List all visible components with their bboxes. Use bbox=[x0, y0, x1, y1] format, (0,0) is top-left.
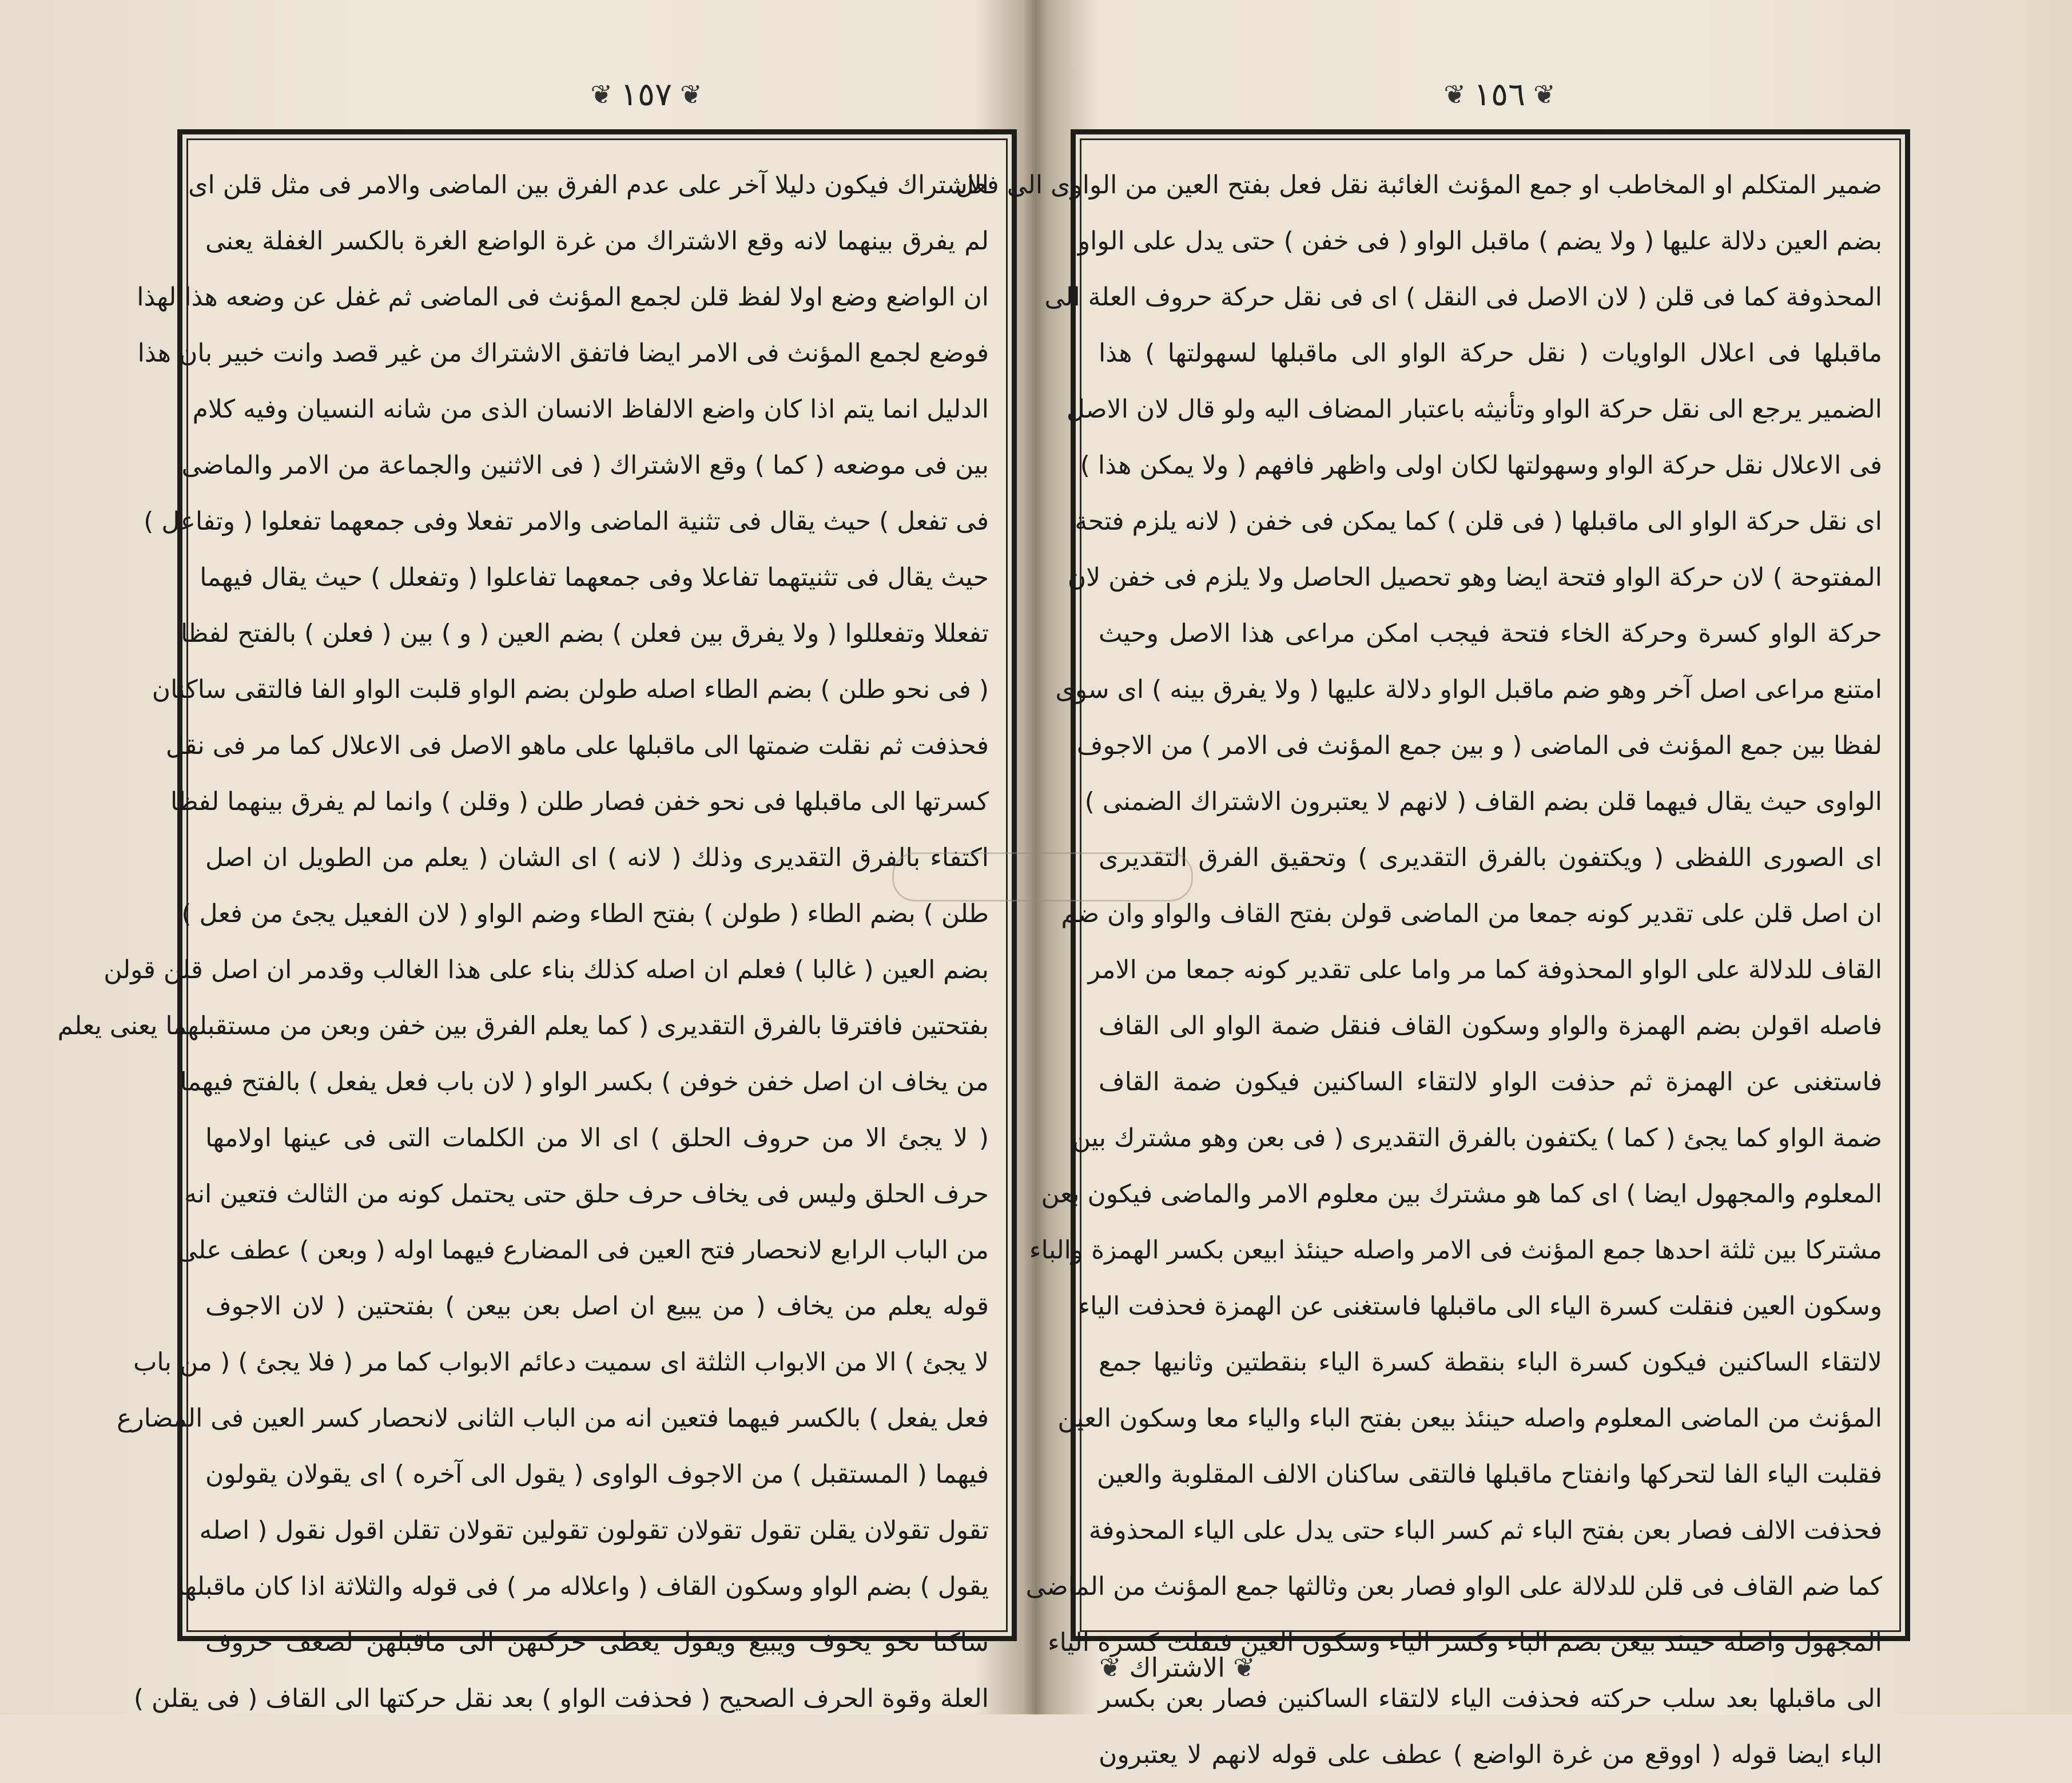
text-line: ان اصل قلن على تقدير كونه جمعا من الماضى قولن بفتح القاف والواو وان ضم bbox=[1061, 899, 1882, 928]
page-text bbox=[57, 157, 989, 1713]
text-line: اى نقل حركة الواو الى ماقبلها ( فى قلن ) كما يمكن فى خفن ( لانه يلزم فتحة bbox=[1075, 507, 1882, 536]
text-line: حركة الواو كسرة وحركة الخاء فتحة فيجب امكن مراعى هذا الاصل وحيث bbox=[1099, 619, 1882, 648]
text-line: يقول ) بضم الواو وسكون القاف ( واعلاله مر ) فى قوله والثلاثة اذا كان ماقبلها bbox=[177, 1572, 989, 1601]
text-line: لم يفرق بينهما لانه وقع الاشتراك من غرة الواضع الغرة بالكسر الغفلة يعنى bbox=[205, 227, 989, 256]
text-line: المؤنث من الماضى المعلوم واصله حينئذ بيعن بفتح الباء والياء معا وسكون العين bbox=[1057, 1404, 1882, 1433]
text-line: بضم العين ( غالبا ) فعلم ان اصله كذلك بناء على هذا الغالب وقدمر ان اصل قلن قولن bbox=[104, 955, 989, 984]
ornament-icon: ❦ bbox=[590, 79, 613, 110]
text-line: حيث يقال فى تثنيتهما تفاعلا وفى جمعهما تفاعلوا ( وتفعلل ) حيث يقال فيهما bbox=[200, 563, 989, 592]
text-line: الاشتراك فيكون دليلا آخر على عدم الفرق بين الماضى والامر فى مثل قلن اى bbox=[188, 170, 989, 200]
text-line: وسكون العين فنقلت كسرة الياء الى ماقبلها فاستغنى عن الهمزة فحذفت الياء bbox=[1078, 1292, 1882, 1321]
text-line: العلة وقوة الحرف الصحيح ( فحذفت الواو ) بعد نقل حركتها الى القاف ( فى يقلن ) bbox=[133, 1684, 989, 1713]
ornament-icon: ❦ bbox=[1233, 1652, 1255, 1683]
text-line: فحذفت الالف فصار بعن بفتح الباء ثم كسر الباء حتى يدل على الياء المحذوفة bbox=[1088, 1516, 1882, 1545]
text-line: فحذفت ثم نقلت ضمتها الى ماقبلها على ماهو الاصل فى الاعلال كما مر فى نقل bbox=[165, 731, 989, 760]
text-line: الباء ايضا قوله ( اووقع من غرة الواضع ) عطف على قوله لانهم لا يعتبرون bbox=[1099, 1740, 1882, 1769]
text-line: الى ماقبلها بعد سلب حركته فحذفت الياء لالتقاء الساكنين فصار بعن بكسر bbox=[1099, 1684, 1882, 1713]
text-line: فى تفعل ) حيث يقال فى تثنية الماضى والامر تفعلا وفى جمعهما تفعلوا ( وتفاعل ) bbox=[144, 507, 989, 536]
text-line: المفتوحة ) لان حركة الواو فتحة ايضا وهو تحصيل الحاصل ولا يلزم فى خفن لان bbox=[1067, 563, 1882, 592]
text-line: المعلوم والمجهول ايضا ) اى كما هو مشترك بين معلوم الامر والماضى فيكون بعن bbox=[1041, 1180, 1882, 1209]
text-line: فاستغنى عن الهمزة ثم حذفت الواو لالتقاء الساكنين فيكون ضمة القاف bbox=[1099, 1067, 1882, 1097]
page-number: ١٥٧ bbox=[620, 76, 673, 113]
text-line: كسرتها الى ماقبلها فى نحو خفن فصار طلن ( وقلن ) وانما لم يفرق بينهما لفظا bbox=[170, 787, 989, 816]
text-line: فى الاعلال نقل حركة الواو وسهولتها لكان اولى واظهر فافهم ( ولا يمكن هذا ) bbox=[1080, 451, 1882, 480]
text-line: الضمير يرجع الى نقل حركة الواو وتأنيثه باعتبار المضاف اليه ولو قال لان الاصل bbox=[1066, 395, 1882, 424]
watermark-stamp bbox=[892, 852, 1193, 902]
text-line: ( فى نحو طلن ) بضم الطاء اصله طولن بضم الواو قلبت الواو الفا فالتقى ساكنان bbox=[152, 675, 989, 704]
text-line: القاف للدلالة على الواو المحذوفة كما مر واما على تقدير كونه جمعا من الامر bbox=[1088, 955, 1882, 984]
text-line: قوله يعلم من يخاف ( من يبيع ان اصل بعن بيعن ) بفتحتين ( لان الاجوف bbox=[205, 1292, 989, 1321]
text-line: لالتقاء الساكنين فيكون كسرة الباء بنقطة كسرة الياء بنقطتين وثانيها جمع bbox=[1099, 1348, 1882, 1377]
text-line: من الباب الرابع لانحصار فتح العين فى المضارع فيهما اوله ( وبعن ) عطف على bbox=[177, 1236, 989, 1265]
text-line: الواوى حيث يقال فيهما قلن بضم القاف ( لانهم لا يعتبرون الاشتراك الضمنى ) bbox=[1084, 787, 1882, 816]
text-line: كما ضم القاف فى قلن للدلالة على الواو فصار بعن وثالثها جمع المؤنث من الماضى bbox=[1025, 1572, 1882, 1601]
text-line: بين فى موضعه ( كما ) وقع الاشتراك ( فى الاثنين والجماعة من الامر والماضى bbox=[181, 451, 989, 480]
text-line: بضم العين دلالة عليها ( ولا يضم ) ماقبل الواو ( فى خفن ) حتى يدل على الواو bbox=[1077, 227, 1882, 256]
text-line: ضمة الواو كما يجئ ( كما ) يكتفون بالفرق التقديرى ( فى بعن وهو مشترك بين bbox=[1072, 1123, 1882, 1153]
text-line: بفتحتين فافترقا بالفرق التقديرى ( كما يعلم الفرق بين خفن وبعن من مستقبلهما يعنى يعلم bbox=[57, 1011, 989, 1041]
ornament-icon: ❦ bbox=[1099, 1652, 1121, 1683]
text-line: اكتفاء بالفرق التقديرى وذلك ( لانه ) اى الشان ( يعلم من الطويل ان اصل bbox=[205, 843, 989, 872]
page-number-header bbox=[560, 66, 732, 123]
text-line: الدليل انما يتم اذا كان واضع الالفاظ الانسان الذى من شانه النسيان وفيه كلام bbox=[192, 395, 989, 424]
text-line: مشتركا بين ثلثة احدها جمع المؤنث فى الامر واصله حينئذ ابيعن بكسر الهمزة والباء bbox=[1029, 1236, 1882, 1265]
page-number: ١٥٦ bbox=[1473, 76, 1526, 113]
text-line: ماقبلها فى اعلال الواويات ( نقل حركة الواو الى ماقبلها لسهولتها ) هذا bbox=[1099, 339, 1882, 368]
text-line: طلن ) بضم الطاء ( طولن ) بفتح الطاء وضم الواو ( لان الفعيل يجئ من فعل ) bbox=[181, 899, 989, 928]
text-line: المحذوفة كما فى قلن ( لان الاصل فى النقل ) اى فى نقل حركة حروف العلة الى bbox=[1044, 283, 1882, 312]
text-line: من يخاف ان اصل خفن خوفن ) بكسر الواو ( لان باب فعل يفعل ) بالفتح فيهما bbox=[180, 1067, 989, 1097]
text-frame bbox=[956, 129, 1910, 1769]
text-line: فيهما ( المستقبل ) من الاجوف الواوى ( يقول الى آخره ) اى يقولان يقولون bbox=[205, 1460, 989, 1489]
text-line: فعل يفعل ) بالكسر فيهما فتعين انه من الباب الثانى لانحصار كسر العين فى المضارع bbox=[117, 1404, 989, 1433]
text-line: ضمير المتكلم او المخاطب او جمع المؤنث الغائبة نقل فعل بفتح العين من الواوى الى فعل bbox=[956, 170, 1882, 200]
text-line: اى الصورى اللفظى ( ويكتفون بالفرق التقديرى ) وتحقيق الفرق التقديرى bbox=[1099, 843, 1882, 872]
text-line: لفظا بين جمع المؤنث فى الماضى ( و بين جمع المؤنث فى الامر ) من الاجوف bbox=[1076, 731, 1882, 760]
text-line: تفعللا وتفعللوا ( ولا يفرق بين فعلن ) بضم العين ( و ) بين ( فعلن ) بالفتح لفظا bbox=[180, 619, 989, 648]
text-line: ساكنا نحو يخوف ويبيع ويقول يعطى حركتهن الى ماقبلهن لضعف حروف bbox=[205, 1628, 989, 1657]
ornament-icon: ❦ bbox=[1533, 79, 1556, 110]
text-line: فاصله اقولن بضم الهمزة والواو وسكون القاف فنقل ضمة الواو الى القاف bbox=[1099, 1011, 1882, 1041]
text-line: تقول تقولان يقلن تقول تقولان تقولون تقولين تقولان تقلن اقول نقول ( اصله bbox=[199, 1516, 989, 1545]
text-line: فقلبت الياء الفا لتحركها وانفتاح ماقبلها فالتقى ساكنان الالف المقلوبة والعين bbox=[1097, 1460, 1882, 1489]
text-line: امتنع مراعى اصل آخر وهو ضم ماقبل الواو دلالة عليها ( ولا يفرق بينه ) اى سوى bbox=[1055, 675, 1882, 704]
page-number-header bbox=[1414, 66, 1585, 123]
catchword-text: الاشتراك bbox=[1129, 1652, 1226, 1683]
ornament-icon: ❦ bbox=[1443, 79, 1466, 110]
right-page bbox=[956, 0, 2054, 1769]
text-line: ( لا يجئ الا من حروف الحلق ) اى الا من الكلمات التى فى عينها اولامها bbox=[205, 1123, 989, 1153]
page-text bbox=[956, 157, 1882, 1769]
text-line: ان الواضع وضع اولا لفظ قلن لجمع المؤنث فى الماضى ثم غفل عن وضعه هذا لهذا bbox=[137, 283, 989, 312]
text-line: فوضع لجمع المؤنث فى الامر ايضا فاتفق الاشتراك من غير قصد وانت خبير بان هذا bbox=[137, 339, 989, 368]
ornament-icon: ❦ bbox=[680, 79, 702, 110]
text-frame bbox=[57, 129, 1017, 1713]
text-line: حرف الحلق وليس فى يخاف حرف حلق حتى يحتمل كونه من الثالث فتعين انه bbox=[184, 1180, 989, 1209]
text-line: لا يجئ ) الا من الابواب الثلثة اى سميت دعائم الابواب كما مر ( فلا يجئ ) ( من باب bbox=[133, 1348, 989, 1377]
left-page bbox=[0, 0, 1018, 1714]
catchword bbox=[1099, 1636, 1255, 1699]
text-line: المجهول واصله حينئذ بيعن بضم الباء وكسر الياء وسكون العين فنقلت كسرة الياء bbox=[1047, 1628, 1882, 1657]
